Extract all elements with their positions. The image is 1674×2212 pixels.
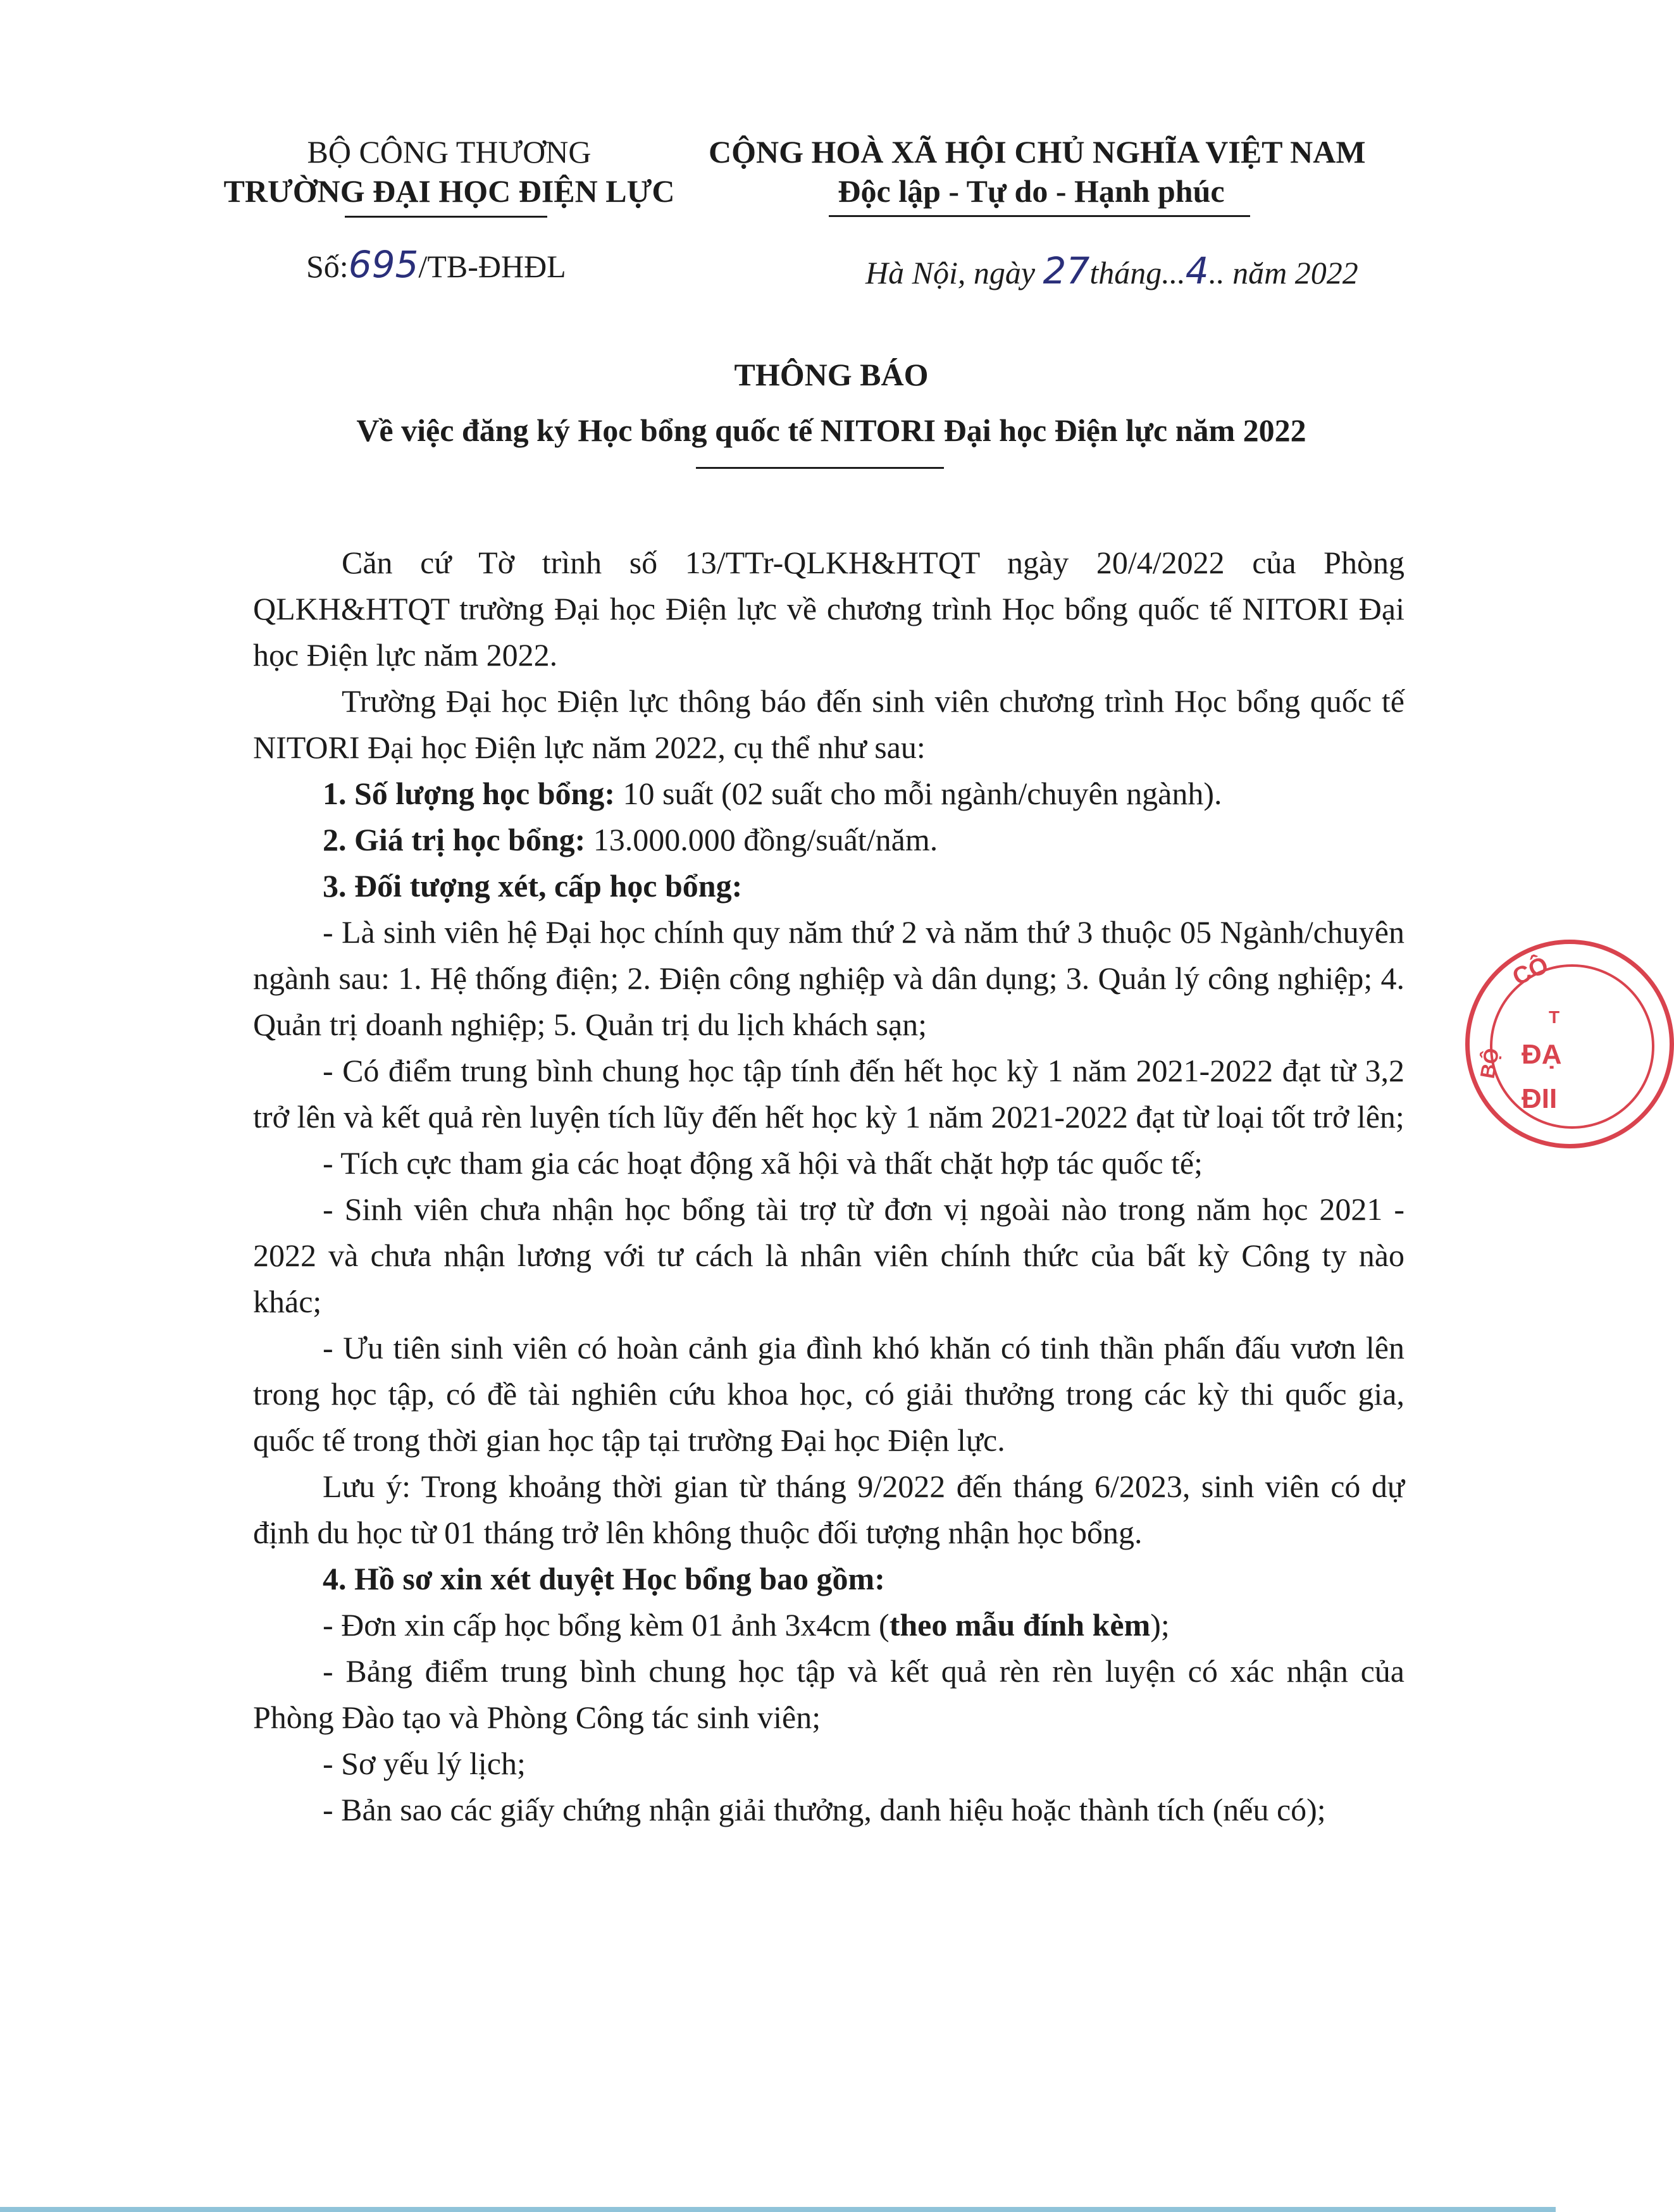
documents-item: - Bản sao các giấy chứng nhận giải thưởng, danh hiệu hoặc thành tích (nếu có); [323,1792,1326,1827]
seal-text-line3: ĐII [1522,1083,1558,1114]
documents-item-text-end: ); [1150,1607,1170,1643]
seal-text-line2: ĐẠ [1522,1039,1562,1070]
paragraph-announcement: Trường Đại học Điện lực thông báo đến sinh viên chương trình Học bổng quốc tế NITORI Đại học Điện lực năm 2022, cụ thể như sau: [253,683,1404,765]
university-underline [345,216,547,218]
section-documents-label: 4. Hồ sơ xin xét duyệt Học bổng bao gồm: [323,1561,885,1596]
title-underline [696,467,944,469]
documents-item [253,1602,1404,1648]
section-value-text: 13.000.000 đồng/suất/năm. [585,822,938,857]
motto-underline [829,215,1250,217]
section-eligibility-label: 3. Đối tượng xét, cấp học bổng: [323,868,743,904]
official-seal-stamp [1465,940,1674,1148]
issue-date: Hà Nội, ngày 27tháng...4.. năm 2022 [865,249,1358,292]
document-subtitle: Về việc đăng ký Học bổng quốc tế NITORI Đại học Điện lực năm 2022 [356,413,1306,448]
paragraph-basis: Căn cứ Tờ trình số 13/TTr-QLKH&HTQT ngày 20/4/2022 của Phòng QLKH&HTQT trường Đại học Điện lực về chương trình Học bổng quốc tế NITORI Đại học Điện lực năm 2022. [253,545,1404,673]
attached-form-note: theo mẫu đính kèm [889,1607,1151,1643]
seal-inner-ring [1490,964,1654,1129]
section-quantity-text: 10 suất (02 suất cho mỗi ngành/chuyên ngành). [614,776,1222,811]
section-value-label: 2. Giá trị học bổng: [323,822,586,857]
document-body [253,540,1404,1833]
doc-number-prefix: Số: [306,249,349,284]
eligibility-item: - Sinh viên chưa nhận học bổng tài trợ từ đơn vị ngoài nào trong năm học 2021 - 2022 và chưa nhận lương với tư cách là nhân viên chính thức của bất kỳ Công ty nào khác; [253,1191,1404,1319]
eligibility-item: - Là sinh viên hệ Đại học chính quy năm thứ 2 và năm thứ 3 thuộc 05 Ngành/chuyên ngành sau: 1. Hệ thống điện; 2. Điện công nghiệp và dân dụng; 3. Quản lý công nghiệp; 4. Quản trị doanh nghiệp; 5. Quản trị du lịch khách sạn; [253,914,1404,1042]
university-name: TRƯỜNG ĐẠI HỌC ĐIỆN LỰC [223,173,675,209]
doc-number-handwritten: 695 [348,243,419,286]
doc-number-suffix: /TB-ĐHĐL [418,249,566,284]
note-paragraph: Lưu ý: Trong khoảng thời gian từ tháng 9/2022 đến tháng 6/2023, sinh viên có dự định du học từ 01 tháng trở lên không thuộc đối tượng nhận học bổng. [253,1469,1404,1550]
section-quantity-label: 1. Số lượng học bổng: [323,776,615,811]
date-year: năm 2022 [1232,255,1358,290]
documents-item-text: - Đơn xin cấp học bổng kèm 01 ảnh 3x4cm ( [323,1607,890,1643]
date-prefix: Hà Nội, ngày [865,255,1036,290]
seal-text-line1: T [1549,1007,1560,1027]
date-day-handwritten: 27 [1043,249,1090,292]
documents-item: - Bảng điểm trung bình chung học tập và kết quả rèn rèn luyện có xác nhận của Phòng Đào tạo và Phòng Công tác sinh viên; [253,1653,1404,1735]
eligibility-item: - Tích cực tham gia các hoạt động xã hội và thất chặt hợp tác quốc tế; [323,1145,1203,1181]
national-motto: Độc lập - Tự do - Hạnh phúc [838,173,1225,209]
date-month-label: tháng [1089,255,1162,290]
eligibility-item: - Ưu tiên sinh viên có hoàn cảnh gia đình khó khăn có tinh thần phấn đấu vươn lên trong học tập, có đề tài nghiên cứu khoa học, có giải thưởng trong các kỳ thi quốc gia, quốc tế trong thời gian học tập tại trường Đại học Điện lực. [253,1330,1404,1458]
seal-text-top: CÔ [1508,951,1553,991]
seal-text-side: BỘ [1475,1046,1504,1081]
country-name: CỘNG HOÀ XÃ HỘI CHỦ NGHĨA VIỆT NAM [709,134,1366,170]
ministry-name: BỘ CÔNG THƯƠNG [307,134,592,170]
date-month-handwritten: 4 [1185,249,1209,292]
section-eligibility-heading [253,863,1404,909]
scan-edge-line [0,2207,1556,2212]
document-number [306,245,566,285]
section-quantity [253,771,1404,817]
section-documents-heading [253,1556,1404,1602]
document-title: THÔNG BÁO [734,357,929,392]
section-value [253,817,1404,863]
eligibility-item: - Có điểm trung bình chung học tập tính đến hết học kỳ 1 năm 2021-2022 đạt từ 3,2 trở lên và kết quả rèn luyện tích lũy đến hết học kỳ 1 năm 2021-2022 đạt từ loại tốt trở lên; [253,1053,1404,1134]
documents-item: - Sơ yếu lý lịch; [323,1746,526,1781]
